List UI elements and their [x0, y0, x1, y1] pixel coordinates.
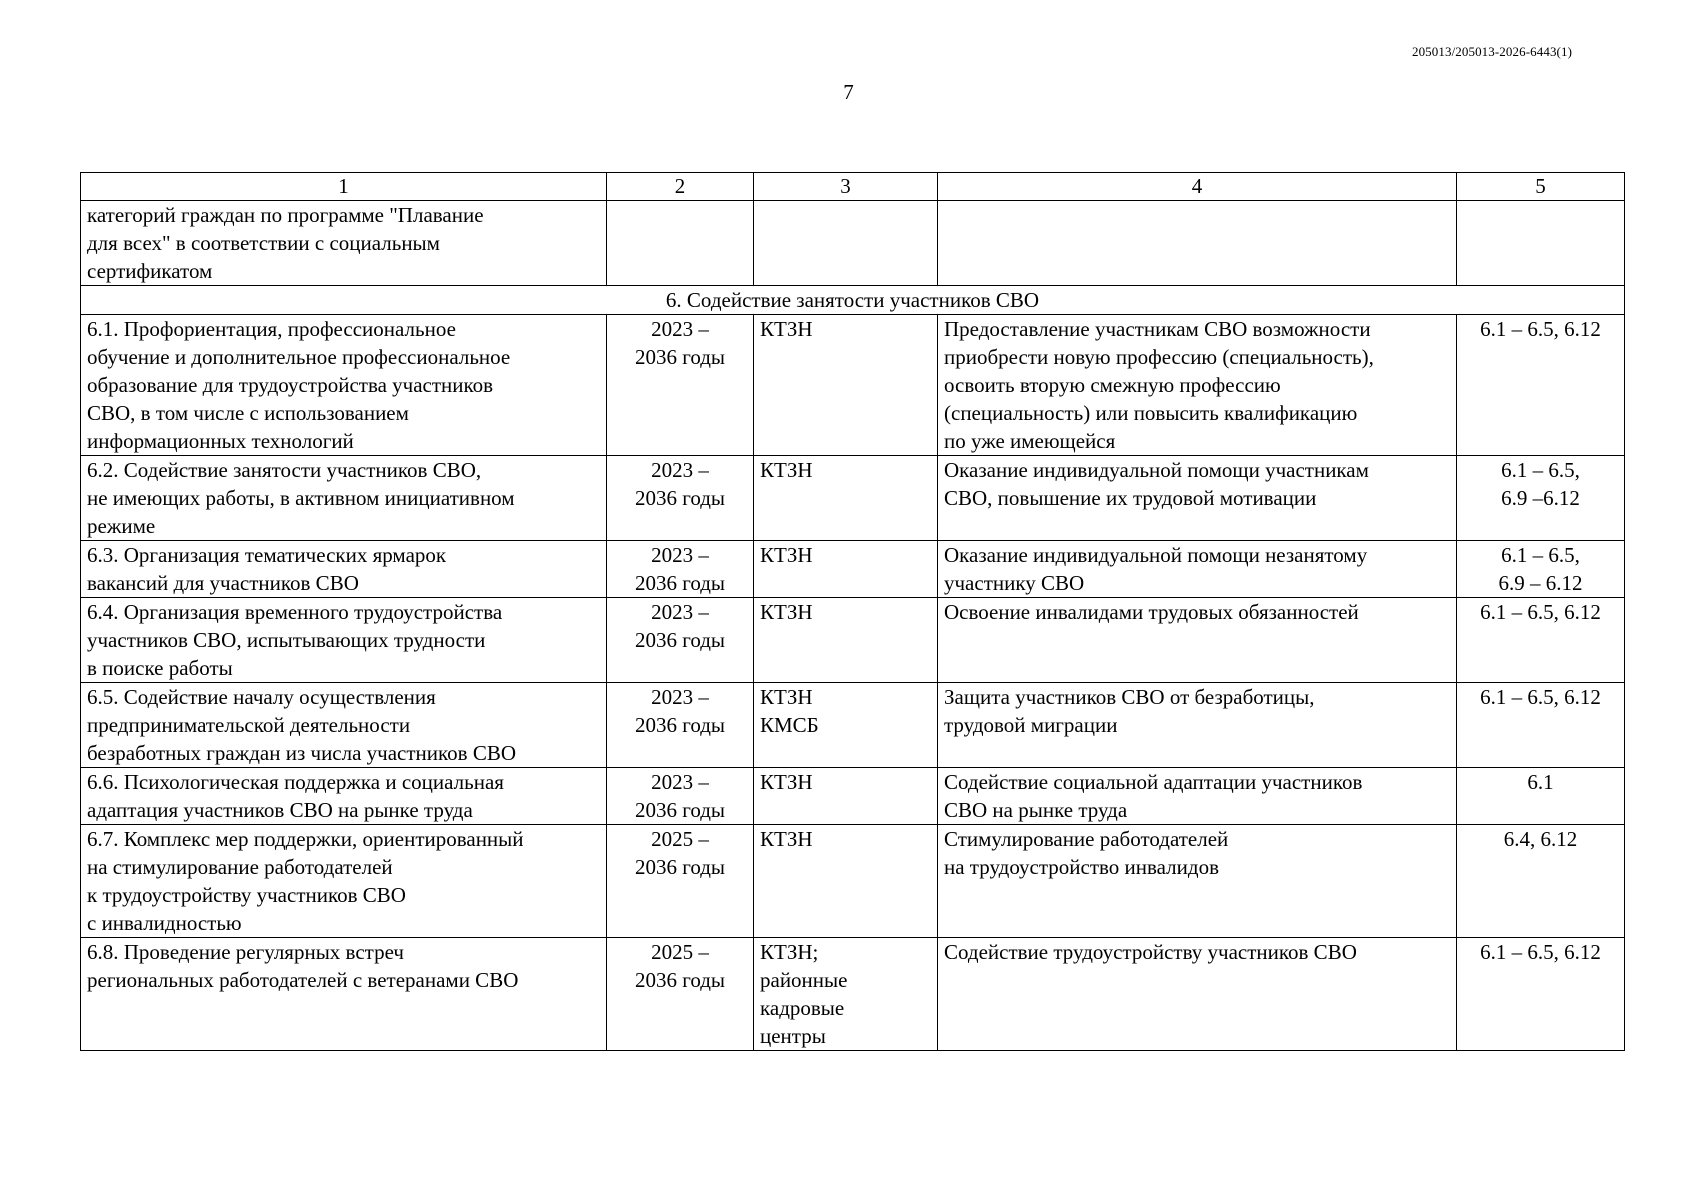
table-row: [81, 598, 1625, 683]
cell-indicators: 6.1 – 6.5, 6.9 –6.12: [1457, 456, 1625, 541]
cell-result: Стимулирование работодателей на трудоустройство инвалидов: [938, 825, 1457, 938]
cell-period: 2023 – 2036 годы: [607, 683, 754, 768]
cell-measure: категорий граждан по программе "Плавание для всех" в соответствии с социальным сертификатом: [81, 201, 607, 286]
cell-indicators: 6.1 – 6.5, 6.12: [1457, 598, 1625, 683]
cell-period: 2025 – 2036 годы: [607, 938, 754, 1051]
column-header-4: 4: [938, 173, 1457, 201]
cell-indicators: 6.1 – 6.5, 6.12: [1457, 683, 1625, 768]
table-row: [81, 768, 1625, 825]
table-header-row: [81, 173, 1625, 201]
cell-period: 2023 – 2036 годы: [607, 315, 754, 456]
section-title: 6. Содействие занятости участников СВО: [81, 286, 1625, 315]
cell-period: 2023 – 2036 годы: [607, 768, 754, 825]
cell-result: Содействие социальной адаптации участников СВО на рынке труда: [938, 768, 1457, 825]
cell-indicators: 6.1: [1457, 768, 1625, 825]
cell-result: Предоставление участникам СВО возможности приобрести новую профессию (специальность), освоить вторую смежную профессию (специальность) или повысить квалификацию по уже имеющейся: [938, 315, 1457, 456]
cell-result: Оказание индивидуальной помощи незанятому участнику СВО: [938, 541, 1457, 598]
cell-period: 2023 – 2036 годы: [607, 456, 754, 541]
column-header-3: 3: [754, 173, 938, 201]
cell-executor: КТЗН: [754, 315, 938, 456]
cell-result: Оказание индивидуальной помощи участникам СВО, повышение их трудовой мотивации: [938, 456, 1457, 541]
column-header-2: 2: [607, 173, 754, 201]
cell-executor: КТЗН КМСБ: [754, 683, 938, 768]
cell-measure: 6.8. Проведение регулярных встреч региональных работодателей с ветеранами СВО: [81, 938, 607, 1051]
page-number: 7: [843, 80, 854, 104]
cell-period: 2023 – 2036 годы: [607, 541, 754, 598]
table-row: [81, 938, 1625, 1051]
cell-measure: 6.3. Организация тематических ярмарок вакансий для участников СВО: [81, 541, 607, 598]
cell-indicators: 6.1 – 6.5, 6.12: [1457, 315, 1625, 456]
table-row: [81, 683, 1625, 768]
cell-measure: 6.2. Содействие занятости участников СВО, не имеющих работы, в активном инициативном режиме: [81, 456, 607, 541]
cell-indicators: 6.4, 6.12: [1457, 825, 1625, 938]
table-row: [81, 456, 1625, 541]
measures-table: [80, 172, 1625, 1051]
table-row: [81, 541, 1625, 598]
cell-measure: 6.1. Профориентация, профессиональное обучение и дополнительное профессиональное образование для трудоустройства участников СВО, в том числе с использованием информационных технологий: [81, 315, 607, 456]
cell-period: [607, 201, 754, 286]
cell-result: Содействие трудоустройству участников СВО: [938, 938, 1457, 1051]
cell-executor: КТЗН; районные кадровые центры: [754, 938, 938, 1051]
cell-executor: КТЗН: [754, 456, 938, 541]
cell-result: [938, 201, 1457, 286]
column-header-5: 5: [1457, 173, 1625, 201]
cell-executor: КТЗН: [754, 541, 938, 598]
cell-period: 2025 – 2036 годы: [607, 825, 754, 938]
cell-executor: КТЗН: [754, 768, 938, 825]
document-code: 205013/205013-2026-6443(1): [1411, 44, 1572, 59]
cell-executor: КТЗН: [754, 825, 938, 938]
cell-measure: 6.7. Комплекс мер поддержки, ориентированный на стимулирование работодателей к трудоустройству участников СВО с инвалидностью: [81, 825, 607, 938]
cell-result: Освоение инвалидами трудовых обязанностей: [938, 598, 1457, 683]
cell-measure: 6.4. Организация временного трудоустройства участников СВО, испытывающих трудности в поиске работы: [81, 598, 607, 683]
cell-result: Защита участников СВО от безработицы, трудовой миграции: [938, 683, 1457, 768]
cell-indicators: 6.1 – 6.5, 6.12: [1457, 938, 1625, 1051]
cell-executor: КТЗН: [754, 598, 938, 683]
continuation-row: [81, 201, 1625, 286]
table-row: [81, 825, 1625, 938]
table-row: [81, 315, 1625, 456]
cell-measure: 6.6. Психологическая поддержка и социальная адаптация участников СВО на рынке труда: [81, 768, 607, 825]
section-row: [81, 286, 1625, 315]
cell-indicators: 6.1 – 6.5, 6.9 – 6.12: [1457, 541, 1625, 598]
cell-executor: [754, 201, 938, 286]
cell-period: 2023 – 2036 годы: [607, 598, 754, 683]
cell-indicators: [1457, 201, 1625, 286]
cell-measure: 6.5. Содействие началу осуществления предпринимательской деятельности безработных граждан из числа участников СВО: [81, 683, 607, 768]
column-header-1: 1: [81, 173, 607, 201]
